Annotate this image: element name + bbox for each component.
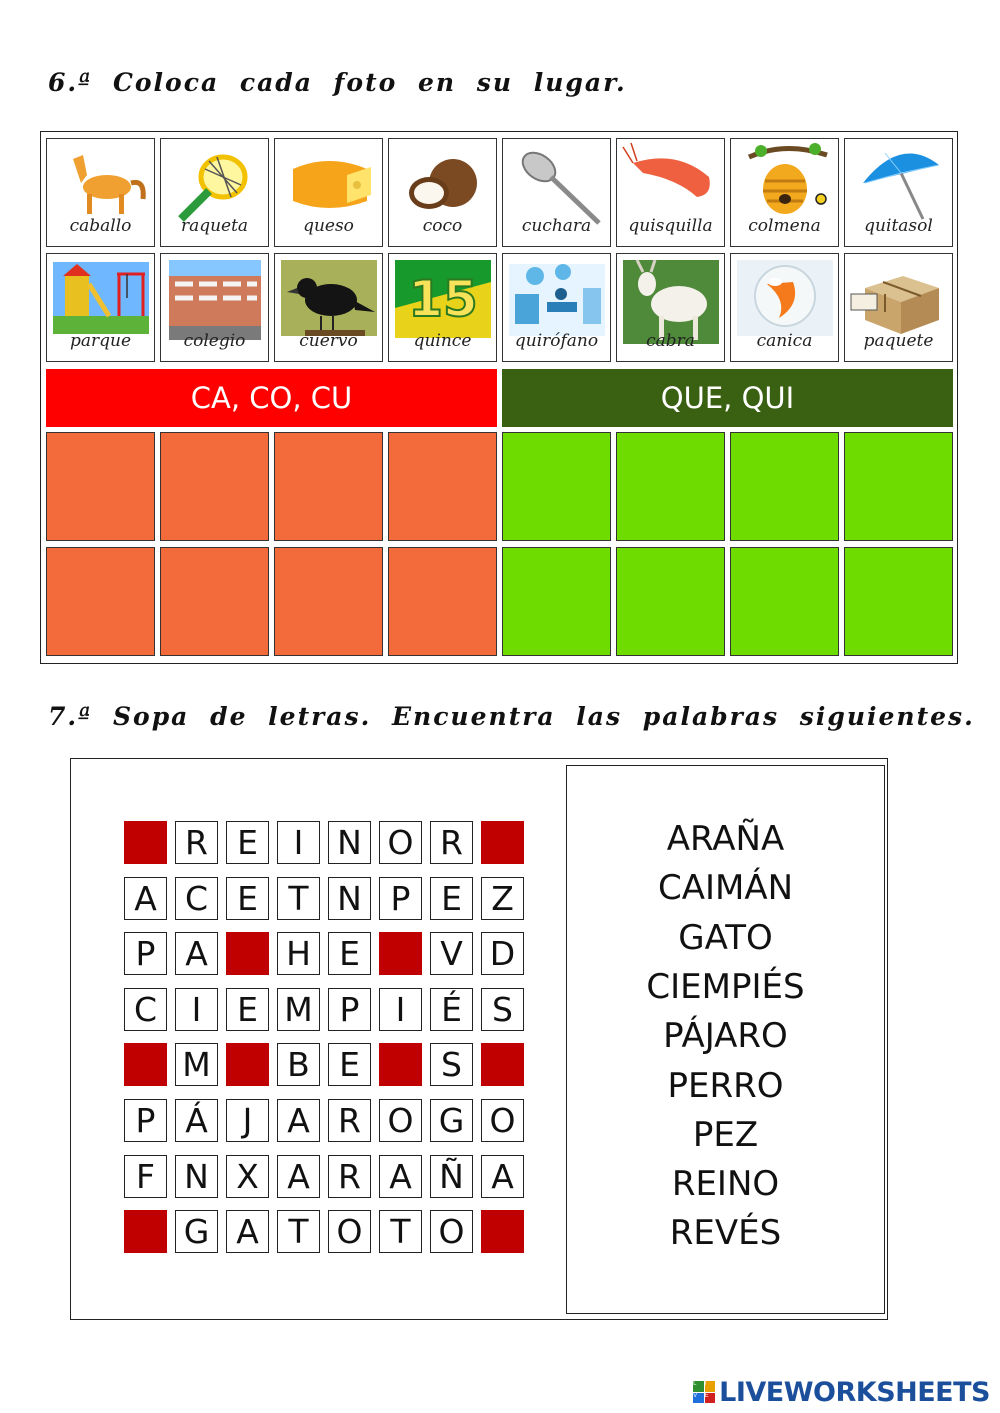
letter-cell[interactable]: N	[175, 1155, 218, 1198]
letter-cell[interactable]: P	[328, 988, 371, 1031]
letter-cell[interactable]: Z	[481, 877, 524, 920]
letter-cell[interactable]: M	[277, 988, 320, 1031]
letter-cell[interactable]: M	[175, 1043, 218, 1086]
letter-cell[interactable]: P	[379, 877, 422, 920]
picture-card-colegio[interactable]	[160, 253, 269, 362]
picture-card-label: caballo	[69, 216, 132, 236]
liveworksheets-logo-icon	[693, 1381, 715, 1403]
letter-cell[interactable]: P	[124, 1099, 167, 1142]
word-list-item: CIEMPIÉS	[646, 966, 805, 1007]
letter-cell[interactable]: É	[430, 988, 473, 1031]
picture-card-label: cabra	[646, 331, 695, 351]
letter-cell[interactable]: H	[277, 932, 320, 975]
word-list-item: REINO	[671, 1164, 780, 1205]
picture-card-label: cuervo	[299, 331, 358, 351]
logo-letter-v: V	[693, 1393, 704, 1404]
word-list-item: PEZ	[692, 1114, 759, 1155]
picture-card-label: parque	[69, 331, 132, 351]
letter-cell[interactable]: A	[124, 877, 167, 920]
brand-name: LIVEWORKSHEETS	[719, 1376, 990, 1408]
letter-cell[interactable]: R	[175, 821, 218, 864]
letter-cell[interactable]: B	[277, 1043, 320, 1086]
logo-letter-l: L	[693, 1381, 704, 1392]
word-list-item: PÁJARO	[663, 1016, 788, 1057]
filled-cell	[481, 1043, 524, 1086]
drop-zone-ca-co-cu[interactable]	[388, 547, 497, 656]
letter-cell[interactable]: F	[124, 1155, 167, 1198]
letter-cell[interactable]: G	[430, 1099, 473, 1142]
letter-cell[interactable]: O	[481, 1099, 524, 1142]
picture-card-colmena[interactable]	[730, 138, 839, 247]
letter-cell[interactable]: Ñ	[430, 1155, 473, 1198]
drop-zone-que-qui[interactable]	[616, 432, 725, 541]
letter-cell[interactable]: E	[226, 877, 269, 920]
letter-cell[interactable]: R	[328, 1099, 371, 1142]
picture-card-cabra[interactable]	[616, 253, 725, 362]
picture-card-quitasol[interactable]	[844, 138, 953, 247]
letter-cell[interactable]: S	[430, 1043, 473, 1086]
logo-letter-i: I	[705, 1381, 716, 1392]
picture-card-caballo[interactable]	[46, 138, 155, 247]
exercise-6-title: 6.ª Coloca cada foto en su lugar.	[48, 68, 627, 97]
letter-cell[interactable]: N	[328, 877, 371, 920]
drop-zone-que-qui[interactable]	[730, 547, 839, 656]
picture-card-label: quitasol	[864, 216, 933, 236]
liveworksheets-brand	[693, 1374, 990, 1410]
drop-zone-ca-co-cu[interactable]	[160, 432, 269, 541]
letter-cell[interactable]: T	[277, 877, 320, 920]
drop-zone-ca-co-cu[interactable]	[274, 432, 383, 541]
letter-cell[interactable]: E	[430, 877, 473, 920]
filled-cell	[226, 932, 269, 975]
letter-cell[interactable]: A	[277, 1099, 320, 1142]
letter-cell[interactable]: E	[226, 821, 269, 864]
letter-cell[interactable]: R	[430, 821, 473, 864]
drop-zone-que-qui[interactable]	[502, 432, 611, 541]
filled-cell	[379, 1043, 422, 1086]
picture-card-cuchara[interactable]	[502, 138, 611, 247]
letter-cell[interactable]: I	[379, 988, 422, 1031]
picture-card-raqueta[interactable]	[160, 138, 269, 247]
picture-card-label: queso	[303, 216, 354, 236]
filled-cell	[124, 1043, 167, 1086]
drop-zone-que-qui[interactable]	[502, 547, 611, 656]
picture-card-label: cuchara	[521, 216, 592, 236]
picture-card-label: quince	[413, 331, 472, 351]
letter-cell[interactable]: O	[379, 1099, 422, 1142]
word-list-item: GATO	[678, 917, 773, 958]
letter-cell[interactable]: A	[175, 932, 218, 975]
drop-zone-que-qui[interactable]	[730, 432, 839, 541]
letter-cell[interactable]: I	[277, 821, 320, 864]
letter-cell[interactable]: A	[481, 1155, 524, 1198]
picture-card-quince[interactable]	[388, 253, 497, 362]
picture-card-cuervo[interactable]	[274, 253, 383, 362]
picture-card-label: colegio	[183, 331, 246, 351]
letter-cell[interactable]: R	[328, 1155, 371, 1198]
drop-zone-ca-co-cu[interactable]	[160, 547, 269, 656]
category-ca-co-cu-header: CA, CO, CU	[46, 369, 497, 427]
letter-cell[interactable]: E	[328, 932, 371, 975]
picture-card-label: coco	[422, 216, 463, 236]
letter-cell[interactable]: A	[379, 1155, 422, 1198]
picture-card-label: paquete	[863, 331, 934, 351]
category-que-qui-header: QUE, QUI	[502, 369, 953, 427]
filled-cell	[379, 932, 422, 975]
letter-cell[interactable]: E	[328, 1043, 371, 1086]
drop-zone-ca-co-cu[interactable]	[388, 432, 497, 541]
letter-cell[interactable]: O	[430, 1210, 473, 1253]
picture-card-quirófano[interactable]	[502, 253, 611, 362]
filled-cell	[226, 1043, 269, 1086]
picture-card-label: raqueta	[180, 216, 249, 236]
letter-cell[interactable]: S	[481, 988, 524, 1031]
drop-zone-que-qui[interactable]	[616, 547, 725, 656]
word-list-item: PERRO	[667, 1065, 784, 1106]
letter-cell[interactable]: X	[226, 1155, 269, 1198]
letter-cell[interactable]: P	[124, 932, 167, 975]
letter-cell[interactable]: O	[328, 1210, 371, 1253]
filled-cell	[481, 821, 524, 864]
filled-cell	[124, 1210, 167, 1253]
letter-cell[interactable]: D	[481, 932, 524, 975]
picture-card-parque[interactable]	[46, 253, 155, 362]
picture-card-label: colmena	[748, 216, 821, 236]
letter-cell[interactable]: E	[226, 988, 269, 1031]
word-list-item: ARAÑA	[666, 819, 785, 859]
filled-cell	[124, 821, 167, 864]
picture-card-canica[interactable]	[730, 253, 839, 362]
word-list-item: REVÉS	[669, 1213, 782, 1254]
picture-card-quisquilla[interactable]	[616, 138, 725, 247]
picture-card-coco[interactable]	[388, 138, 497, 247]
picture-card-queso[interactable]	[274, 138, 383, 247]
letter-cell[interactable]: T	[379, 1210, 422, 1253]
drop-zone-ca-co-cu[interactable]	[46, 547, 155, 656]
letter-cell[interactable]: T	[277, 1210, 320, 1253]
picture-card-label: quisquilla	[628, 216, 713, 236]
letter-cell[interactable]: A	[277, 1155, 320, 1198]
letter-cell[interactable]: J	[226, 1099, 269, 1142]
letter-cell[interactable]: A	[226, 1210, 269, 1253]
letter-cell[interactable]: C	[124, 988, 167, 1031]
letter-cell[interactable]: V	[430, 932, 473, 975]
drop-zone-ca-co-cu[interactable]	[274, 547, 383, 656]
picture-card-paquete[interactable]	[844, 253, 953, 362]
exercise-7-title: 7.ª Sopa de letras. Encuentra las palabras siguientes.	[48, 702, 975, 731]
picture-card-label: quirófano	[514, 331, 599, 351]
word-list-item: CAIMÁN	[657, 868, 794, 909]
filled-cell	[481, 1210, 524, 1253]
letter-cell[interactable]: N	[328, 821, 371, 864]
drop-zone-que-qui[interactable]	[844, 432, 953, 541]
letter-cell[interactable]: C	[175, 877, 218, 920]
drop-zone-ca-co-cu[interactable]	[46, 432, 155, 541]
svg-text:15: 15	[408, 270, 478, 328]
logo-letter-e: E	[705, 1393, 716, 1404]
drop-zone-que-qui[interactable]	[844, 547, 953, 656]
letter-cell[interactable]: I	[175, 988, 218, 1031]
letter-cell[interactable]: G	[175, 1210, 218, 1253]
picture-card-label: canica	[756, 331, 813, 351]
letter-cell[interactable]: Á	[175, 1099, 218, 1142]
letter-cell[interactable]: O	[379, 821, 422, 864]
